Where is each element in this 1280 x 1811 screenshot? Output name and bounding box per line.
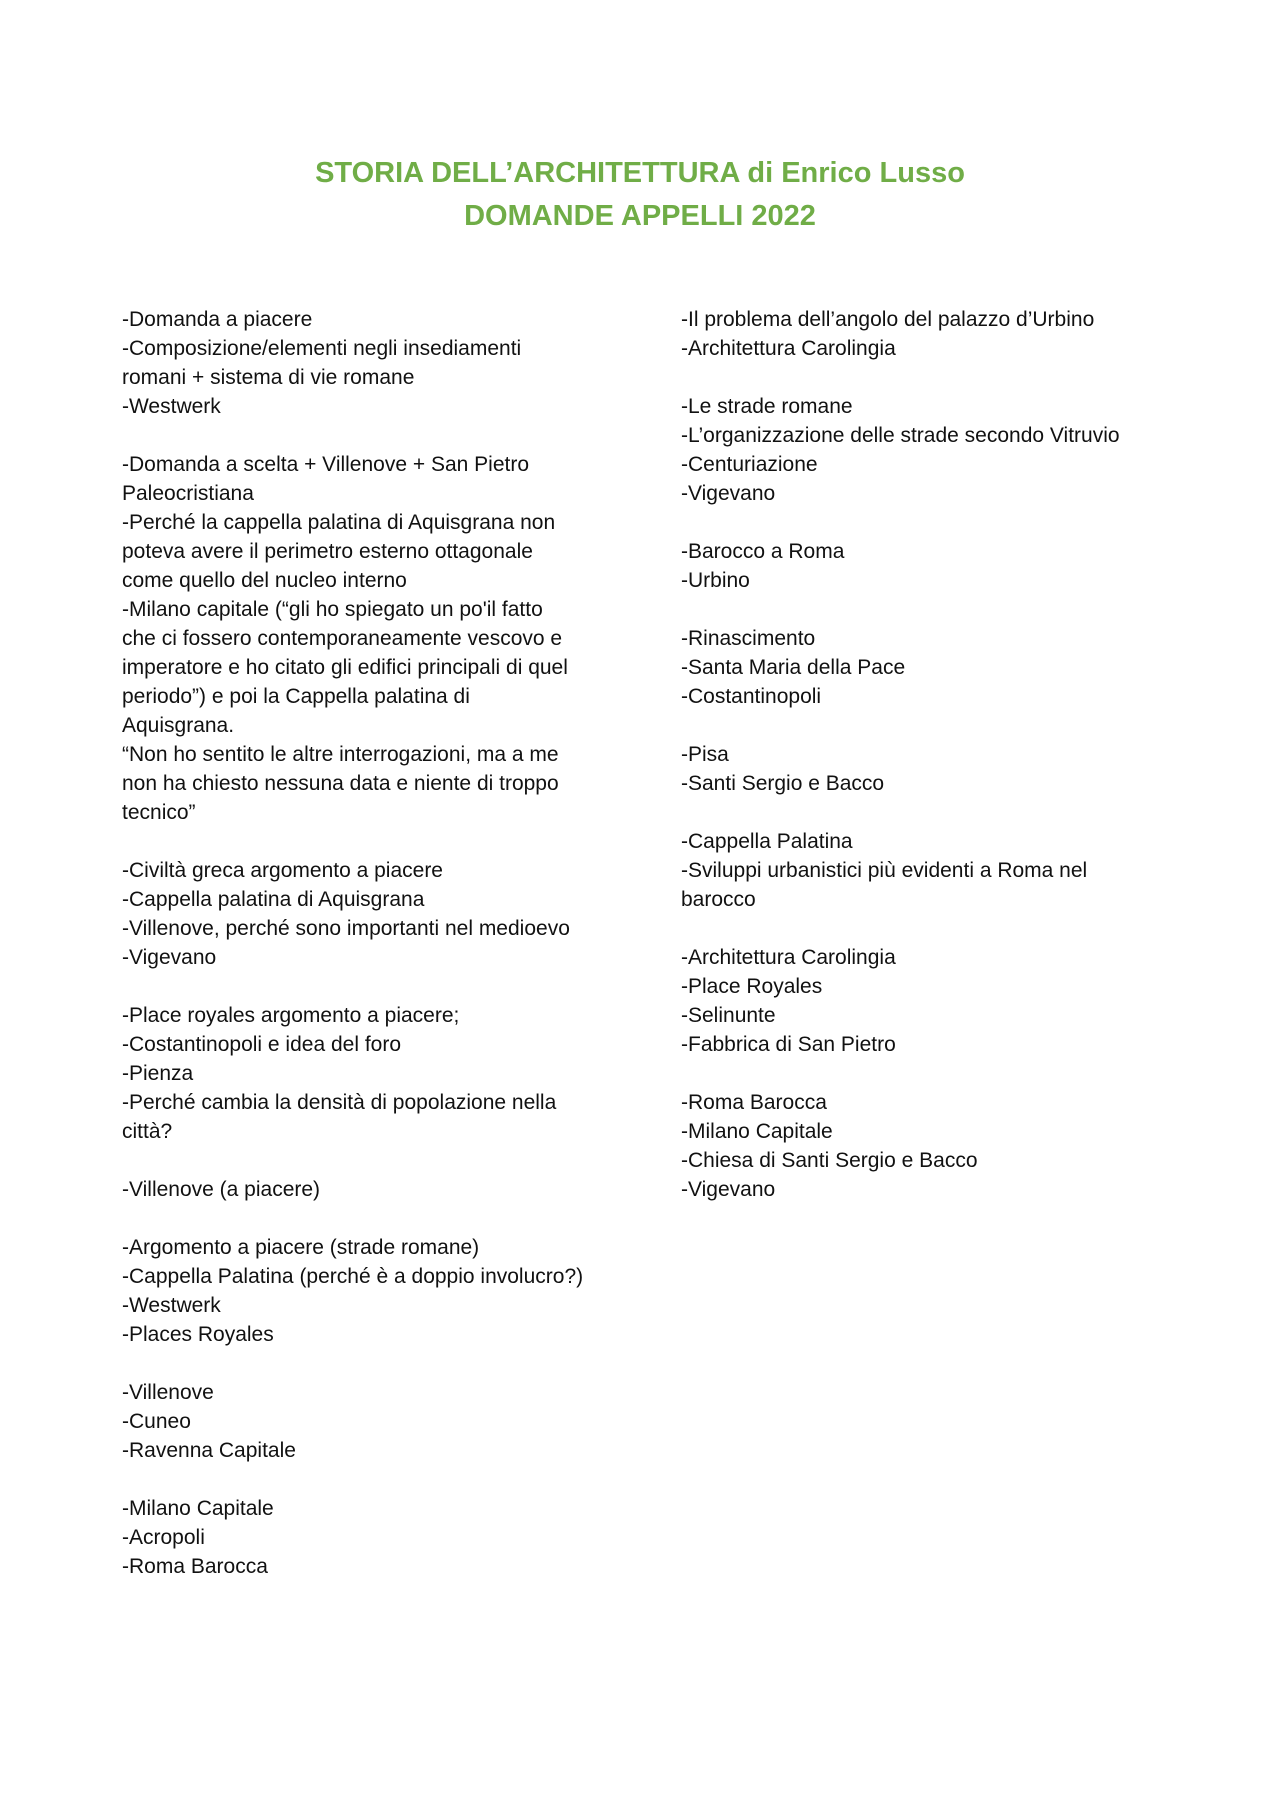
question-line: -L’organizzazione delle strade secondo Vitruvio (681, 424, 1120, 447)
question-line: -Barocco a Roma (681, 540, 845, 563)
question-line: -Villenove, perché sono importanti nel medioevo (122, 917, 570, 940)
title-line-2: DOMANDE APPELLI 2022 (464, 200, 816, 232)
title-line-1: STORIA DELL’ARCHITETTURA di Enrico Lusso (315, 157, 965, 189)
document-title (0, 152, 1280, 238)
question-group (681, 943, 1181, 1059)
question-line: -Westwerk (122, 1294, 221, 1317)
question-line: -Cappella Palatina (681, 830, 853, 853)
question-line: -Le strade romane (681, 395, 853, 418)
question-line: -Cappella Palatina (perché è a doppio involucro?) (122, 1265, 584, 1288)
question-line: poteva avere il perimetro esterno ottagonale (122, 540, 533, 563)
question-line: -Architettura Carolingia (681, 946, 896, 969)
question-line: -Vigevano (681, 1178, 776, 1201)
question-line: -Milano Capitale (122, 1497, 274, 1520)
question-line: -Vigevano (122, 946, 217, 969)
question-line: -Roma Barocca (681, 1091, 827, 1114)
question-line: città? (122, 1120, 173, 1143)
question-line: -Domanda a piacere (122, 308, 313, 331)
question-group (681, 740, 1181, 798)
question-line: -Chiesa di Santi Sergio e Bacco (681, 1149, 978, 1172)
question-line: Aquisgrana. (122, 714, 235, 737)
question-line: -Place Royales (681, 975, 823, 998)
question-line: -Pienza (122, 1062, 194, 1085)
question-group (122, 1175, 622, 1204)
question-group (122, 1494, 622, 1581)
question-line: -Ravenna Capitale (122, 1439, 296, 1462)
question-line: “Non ho sentito le altre interrogazioni, ma a me (122, 743, 559, 766)
question-line: imperatore e ho citato gli edifici principali di quel (122, 656, 568, 679)
question-group (122, 305, 622, 421)
question-line: -Costantinopoli e idea del foro (122, 1033, 402, 1056)
question-line: -Santa Maria della Pace (681, 656, 906, 679)
question-line: -Architettura Carolingia (681, 337, 896, 360)
question-line: -Perché la cappella palatina di Aquisgrana non (122, 511, 556, 534)
question-group (681, 392, 1181, 508)
question-line: -Urbino (681, 569, 750, 592)
question-line: -Roma Barocca (122, 1555, 268, 1578)
question-group (681, 1088, 1181, 1204)
question-line: -Composizione/elementi negli insediamenti (122, 337, 522, 360)
question-line: -Place royales argomento a piacere; (122, 1004, 460, 1027)
question-group (122, 1378, 622, 1465)
question-line: che ci fossero contemporaneamente vescovo e (122, 627, 563, 650)
question-line: -Il problema dell’angolo del palazzo d’Urbino (681, 308, 1095, 331)
question-line: -Sviluppi urbanistici più evidenti a Roma nel (681, 859, 1088, 882)
question-line: -Argomento a piacere (strade romane) (122, 1236, 480, 1259)
left-column (122, 305, 622, 1610)
question-line: -Centuriazione (681, 453, 818, 476)
question-group (681, 624, 1181, 711)
question-line: Paleocristiana (122, 482, 254, 505)
question-group (122, 1233, 622, 1349)
question-line: non ha chiesto nessuna data e niente di troppo (122, 772, 559, 795)
question-line: -Selinunte (681, 1004, 776, 1027)
question-line: periodo”) e poi la Cappella palatina di (122, 685, 470, 708)
question-group (681, 537, 1181, 595)
right-column (681, 305, 1181, 1233)
question-group (122, 1001, 622, 1146)
question-line: -Westwerk (122, 395, 221, 418)
question-group (681, 827, 1181, 914)
question-line: -Civiltà greca argomento a piacere (122, 859, 443, 882)
question-group (122, 856, 622, 972)
question-line: -Milano Capitale (681, 1120, 833, 1143)
question-line: romani + sistema di vie romane (122, 366, 415, 389)
question-group (681, 305, 1181, 363)
question-line: -Fabbrica di San Pietro (681, 1033, 896, 1056)
question-line: come quello del nucleo interno (122, 569, 407, 592)
question-line: -Cappella palatina di Aquisgrana (122, 888, 425, 911)
question-line: -Domanda a scelta + Villenove + San Pietro (122, 453, 530, 476)
question-group (122, 450, 622, 827)
question-line: -Costantinopoli (681, 685, 822, 708)
question-line: -Rinascimento (681, 627, 816, 650)
question-line: -Perché cambia la densità di popolazione nella (122, 1091, 557, 1114)
question-line: -Cuneo (122, 1410, 191, 1433)
question-line: -Vigevano (681, 482, 776, 505)
question-line: -Villenove (122, 1381, 214, 1404)
question-line: -Villenove (a piacere) (122, 1178, 321, 1201)
question-line: tecnico” (122, 801, 196, 824)
question-line: barocco (681, 888, 756, 911)
question-line: -Pisa (681, 743, 729, 766)
question-line: -Milano capitale (“gli ho spiegato un po'il fatto (122, 598, 543, 621)
question-line: -Acropoli (122, 1526, 205, 1549)
question-line: -Places Royales (122, 1323, 274, 1346)
question-line: -Santi Sergio e Bacco (681, 772, 885, 795)
